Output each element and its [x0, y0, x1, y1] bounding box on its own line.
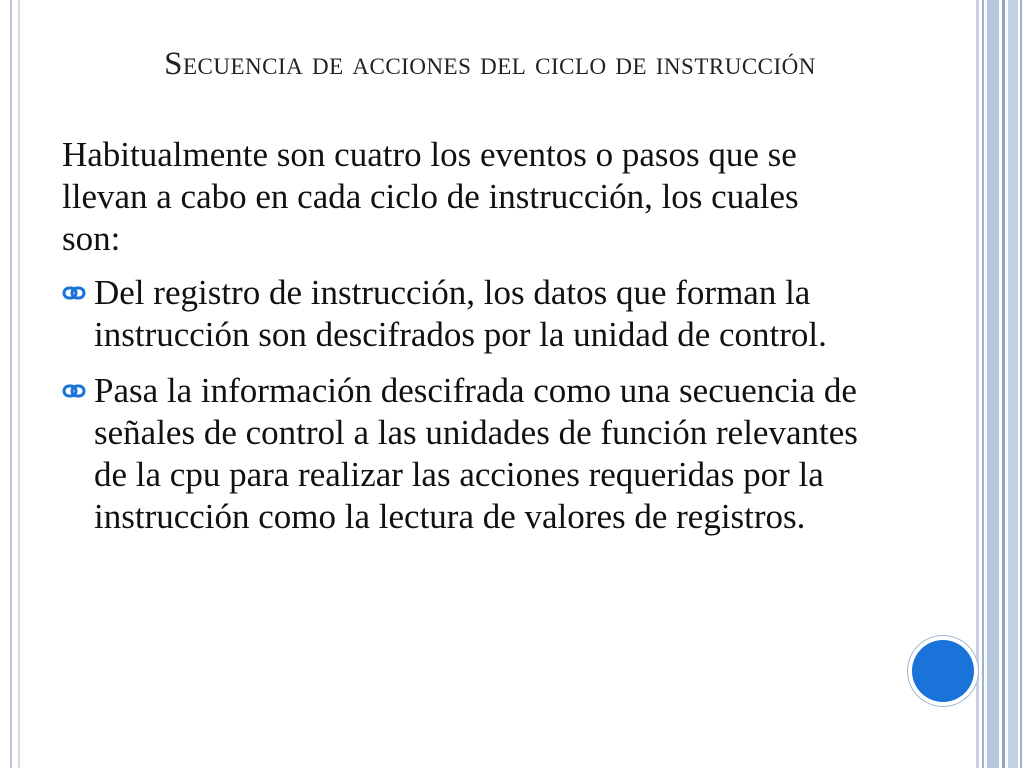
frame-right — [976, 0, 1024, 768]
link-chain-icon — [62, 282, 86, 304]
frame-line-left-1 — [10, 0, 12, 768]
intro-paragraph: Habitualmente son cuatro los eventos o pasos que se llevan a cabo en cada ciclo de instrucción, los cuales son: — [62, 135, 799, 258]
link-chain-icon — [62, 380, 86, 402]
slide-title: Secuencia de acciones del ciclo de instrucción — [164, 46, 816, 82]
list-item — [62, 272, 882, 356]
frame-bar-6 — [1020, 0, 1022, 768]
frame-bar-2 — [982, 0, 984, 768]
frame-bar-4 — [1002, 0, 1005, 768]
bullet-list — [62, 272, 882, 552]
blue-circle-decoration — [912, 640, 974, 702]
list-item — [62, 370, 882, 538]
frame-bar-3 — [987, 0, 999, 768]
bullet-text: Del registro de instrucción, los datos que forman la instrucción son descifrados por la unidad de control. — [94, 273, 827, 354]
frame-bar-5 — [1008, 0, 1018, 768]
frame-line-left-2 — [18, 0, 20, 768]
bullet-text: Pasa la información descifrada como una secuencia de señales de control a las unidades de función relevantes de la cpu para realizar las acciones requeridas por la instrucción como la lectura de valores de registros. — [94, 371, 858, 536]
frame-bar-1 — [976, 0, 979, 768]
